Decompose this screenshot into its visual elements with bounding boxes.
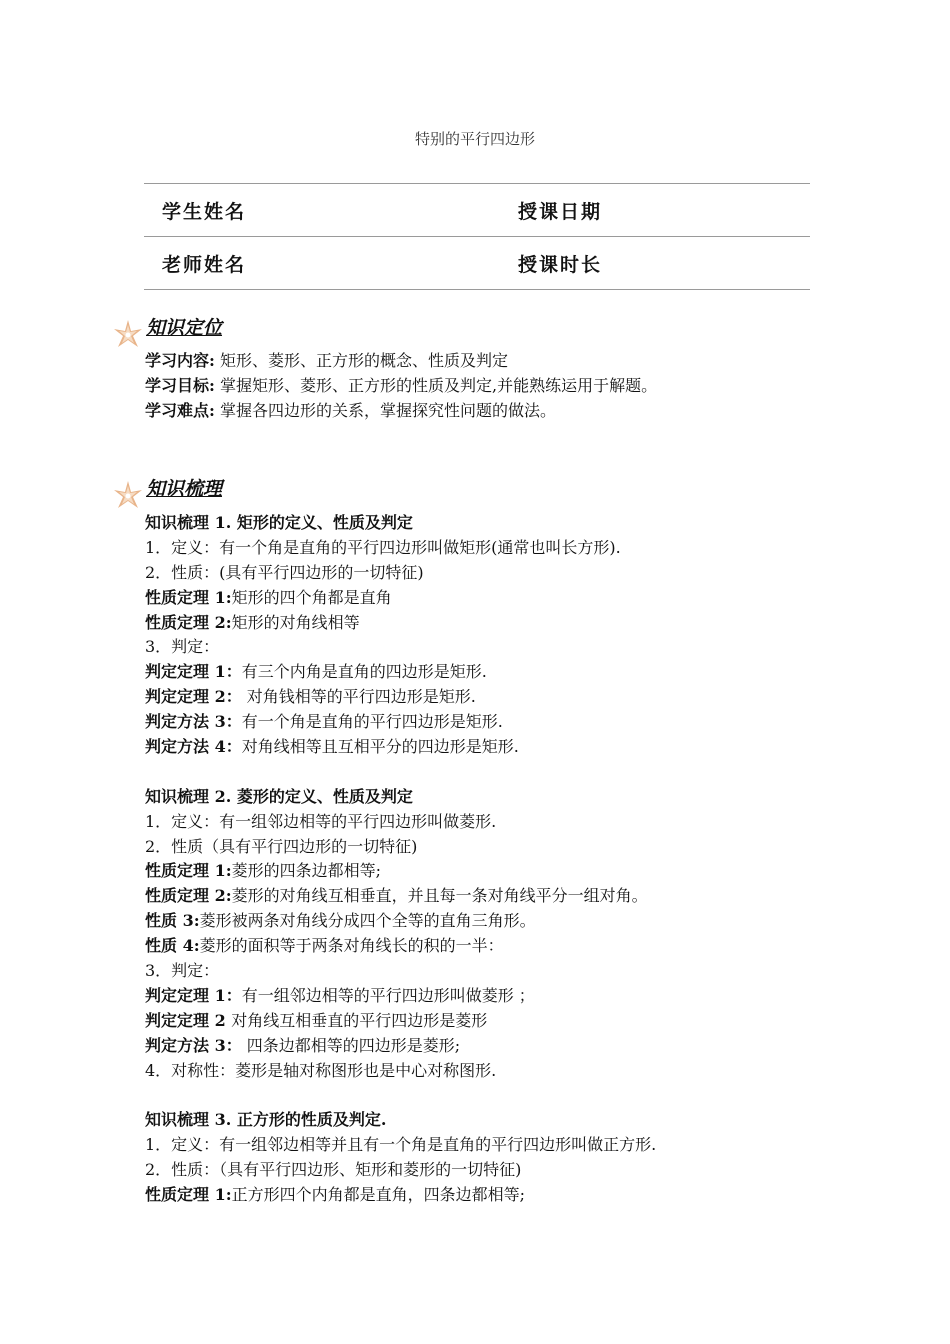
item-text: 掌握各四边形的关系，掌握探究性问题的做法。 bbox=[214, 400, 557, 420]
positioning-list bbox=[145, 349, 825, 424]
item-label: 知识梳理 1. 矩形的定义、性质及判定 bbox=[145, 513, 413, 532]
info-table bbox=[144, 183, 810, 290]
item-text: 正方形四个内角都是直角，四条边都相等; bbox=[231, 1185, 526, 1205]
review-list bbox=[145, 511, 825, 1208]
item-label: 性质 3: bbox=[145, 911, 200, 931]
list-item bbox=[145, 1059, 825, 1084]
list-item bbox=[145, 635, 825, 660]
list-item bbox=[145, 835, 825, 860]
item-label: 学习难点: bbox=[145, 400, 215, 420]
item-text: 菱形的四条边都相等; bbox=[231, 861, 382, 881]
list-item bbox=[145, 611, 825, 636]
item-label: 判定定理 2： bbox=[145, 687, 242, 707]
list-item bbox=[145, 374, 825, 399]
list-item bbox=[145, 710, 825, 735]
item-text: 1．定义：有一组邻边相等并且有一个角是直角的平行四边形叫做正方形. bbox=[145, 1135, 657, 1155]
review-heading-text: 知识梳理 bbox=[146, 478, 223, 500]
item-text: 菱形的面积等于两条对角线长的积的一半： bbox=[199, 936, 504, 956]
list-item bbox=[145, 984, 825, 1009]
item-label: 性质定理 1: bbox=[145, 861, 232, 881]
list-item bbox=[145, 685, 825, 710]
item-text: 2．性质（具有平行四边形的一切特征) bbox=[145, 836, 418, 856]
list-item bbox=[145, 785, 825, 810]
list-item bbox=[145, 859, 825, 884]
item-text: 矩形的对角线相等 bbox=[231, 612, 360, 632]
item-text: 1．定义：有一组邻边相等的平行四边形叫做菱形. bbox=[145, 811, 497, 831]
list-item bbox=[145, 349, 825, 374]
item-text: 2．性质：（具有平行四边形、矩形和菱形的一切特征) bbox=[145, 1160, 522, 1180]
item-label: 判定定理 1： bbox=[145, 662, 242, 682]
class-duration-label: 授课时长 bbox=[517, 237, 810, 290]
item-label: 判定定理 2 bbox=[145, 1010, 232, 1030]
list-item bbox=[145, 660, 825, 685]
item-label: 知识梳理 2. 菱形的定义、性质及判定 bbox=[145, 786, 413, 806]
list-item bbox=[145, 959, 825, 984]
item-text: 有三个内角是直角的四边形是矩形. bbox=[241, 662, 487, 682]
item-label: 判定方法 3： bbox=[145, 1035, 242, 1055]
list-item bbox=[145, 1183, 825, 1208]
list-item bbox=[145, 1034, 825, 1059]
list-item bbox=[145, 561, 825, 586]
item-text: 2．性质：(具有平行四边形的一切特征) bbox=[145, 562, 424, 582]
list-item bbox=[145, 884, 825, 909]
blank-line bbox=[145, 760, 825, 785]
item-label: 学习目标: bbox=[145, 375, 215, 395]
item-label: 性质定理 1: bbox=[145, 1185, 232, 1205]
item-text: 3．判定： bbox=[145, 961, 220, 981]
item-text: 3．判定： bbox=[145, 637, 220, 657]
item-text: 对角线相等且互相平分的四边形是矩形. bbox=[241, 737, 519, 757]
list-item bbox=[145, 1158, 825, 1183]
starburst-icon bbox=[112, 480, 144, 512]
item-text: 对角线互相垂直的平行四边形是菱形 bbox=[231, 1010, 488, 1030]
table-row bbox=[144, 237, 810, 290]
item-text: 四条边都相等的四边形是菱形; bbox=[241, 1035, 461, 1055]
item-label: 判定方法 4： bbox=[145, 737, 242, 757]
item-label: 学习内容: bbox=[145, 351, 215, 370]
item-text: 对角钱相等的平行四边形是矩形. bbox=[241, 687, 476, 707]
item-label: 性质定理 2: bbox=[145, 612, 232, 632]
item-text: 有一个角是直角的平行四边形是矩形. bbox=[241, 712, 503, 732]
item-text: 矩形的四个角都是直角 bbox=[231, 587, 392, 607]
list-item bbox=[145, 934, 825, 959]
list-item bbox=[145, 810, 825, 835]
item-label: 知识梳理 3. 正方形的性质及判定. bbox=[145, 1110, 387, 1130]
item-label: 性质定理 1: bbox=[145, 587, 232, 607]
item-text: 菱形被两条对角线分成四个全等的直角三角形。 bbox=[199, 911, 536, 931]
item-label: 判定方法 3： bbox=[145, 712, 242, 732]
list-item bbox=[145, 735, 825, 760]
item-text: 有一组邻边相等的平行四边形叫做菱形 ； bbox=[241, 985, 535, 1005]
list-item bbox=[145, 586, 825, 611]
list-item bbox=[145, 399, 825, 424]
page-title: 特别的平行四边形 bbox=[414, 130, 535, 148]
item-label: 性质定理 2: bbox=[145, 886, 232, 906]
list-item bbox=[145, 511, 825, 536]
list-item bbox=[145, 1009, 825, 1034]
item-text: 矩形、菱形、正方形的概念、性质及判定 bbox=[214, 351, 509, 370]
positioning-heading-text: 知识定位 bbox=[146, 317, 223, 339]
item-text: 掌握矩形、菱形、正方形的性质及判定,并能熟练运用于解题。 bbox=[214, 375, 658, 395]
blank-line bbox=[145, 1083, 825, 1108]
teacher-name-label: 老师姓名 bbox=[144, 237, 517, 290]
student-name-label: 学生姓名 bbox=[144, 184, 517, 237]
item-text: 1．定义：有一个角是直角的平行四边形叫做矩形(通常也叫长方形). bbox=[145, 537, 621, 557]
item-label: 性质 4: bbox=[145, 936, 200, 956]
starburst-icon bbox=[112, 319, 144, 351]
list-item bbox=[145, 1108, 825, 1133]
item-label: 判定定理 1： bbox=[145, 985, 242, 1005]
list-item bbox=[145, 1133, 825, 1158]
class-date-label: 授课日期 bbox=[517, 184, 810, 237]
list-item bbox=[145, 909, 825, 934]
list-item bbox=[145, 536, 825, 561]
item-text: 菱形的对角线互相垂直，并且每一条对角线平分一组对角。 bbox=[231, 886, 648, 906]
table-row bbox=[144, 184, 810, 237]
item-text: 4．对称性：菱形是轴对称图形也是中心对称图形. bbox=[145, 1060, 497, 1080]
